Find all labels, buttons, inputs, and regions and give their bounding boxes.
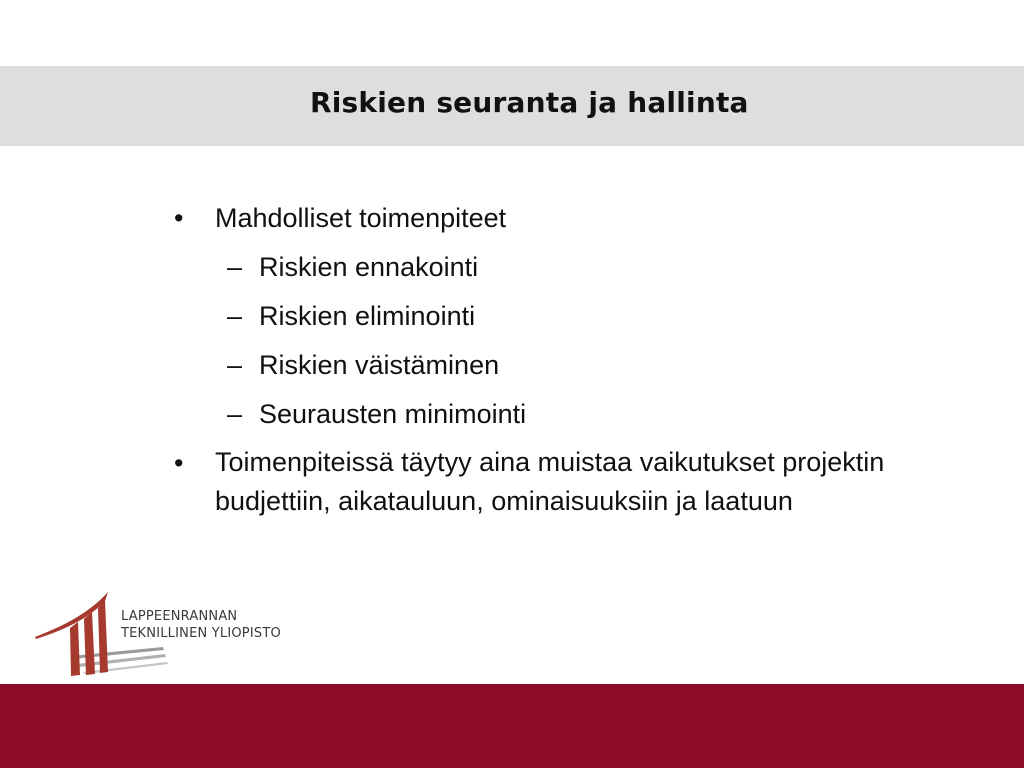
dash-marker: – — [227, 399, 243, 429]
dash-marker: – — [227, 301, 243, 331]
footer-band — [0, 684, 1024, 768]
bullet-marker: • — [174, 203, 184, 233]
dash-marker: – — [227, 350, 243, 380]
sub-bullet-text: Riskien ennakointi — [259, 252, 479, 282]
sub-bullet-text: Riskien väistäminen — [259, 350, 500, 380]
sub-bullet-text: Riskien eliminointi — [259, 301, 476, 331]
university-name-line2: TEKNILLINEN YLIOPISTO — [121, 626, 281, 641]
bullet-marker: • — [174, 448, 184, 478]
bullet-text: Toimenpiteissä täytyy aina muistaa vaikutukset projektin budjettiin, aikatauluun, ominaisuuksiin ja laatuun — [215, 447, 885, 516]
sub-bullet-item — [170, 394, 1000, 434]
sub-bullet-item — [170, 296, 1000, 336]
bullet-item — [170, 198, 1000, 238]
sub-bullet-item — [170, 247, 1000, 287]
university-name-line1: LAPPEENRANNAN — [121, 609, 238, 624]
dash-marker: – — [227, 252, 243, 282]
sub-bullet-text: Seurausten minimointi — [259, 399, 527, 429]
bullet-text: Mahdolliset toimenpiteet — [215, 203, 507, 233]
sub-bullet-item — [170, 345, 1000, 385]
bullet-item — [170, 443, 1000, 521]
university-name — [121, 608, 281, 642]
slide-title: Riskien seuranta ja hallinta — [310, 86, 749, 119]
bullet-list — [170, 198, 1000, 530]
